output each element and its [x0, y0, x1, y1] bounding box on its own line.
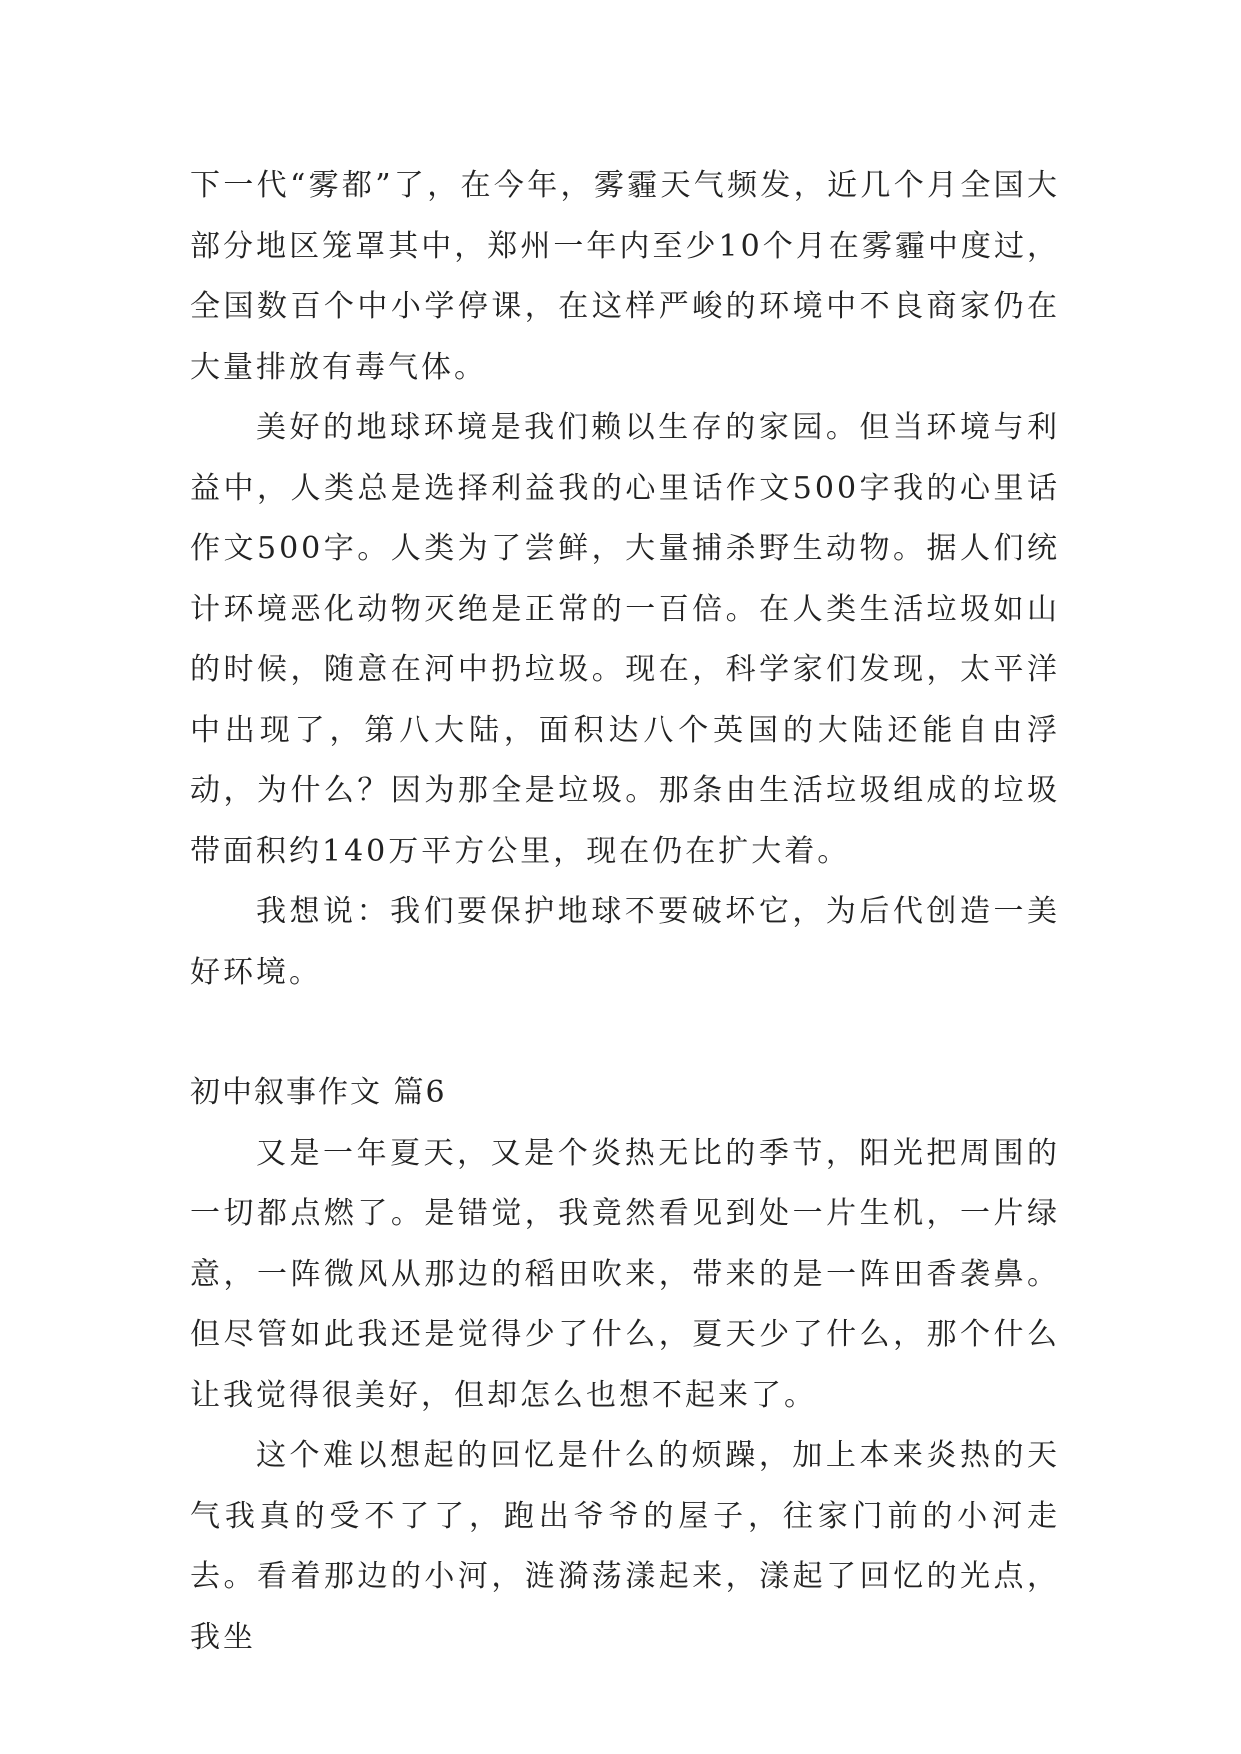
paragraph-2: 美好的地球环境是我们赖以生存的家园。但当环境与利益中，人类总是选择利益我的心里话作文500字我的心里话作文500字。人类为了尝鲜，大量捕杀野生动物。据人们统计环境恶化动物灭绝是正常的一百倍。在人类生活垃圾如山的时候，随意在河中扔垃圾。现在，科学家们发现，太平洋中出现了，第八大陆，面积达八个英国的大陆还能自由浮动，为什么？因为那全是垃圾。那条由生活垃圾组成的垃圾带面积约140万平方公里，现在仍在扩大着。 — [190, 410, 1060, 869]
paragraph-4: 又是一年夏天，又是个炎热无比的季节，阳光把周围的一切都点燃了。是错觉，我竟然看见到处一片生机，一片绿意，一阵微风从那边的稻田吹来，带来的是一阵田香袭鼻。但尽管如此我还是觉得少了什么，夏天少了什么，那个什么让我觉得很美好，但却怎么也想不起来了。 — [190, 1135, 1060, 1413]
paragraph-1: 下一代“雾都”了，在今年，雾霾天气频发，近几个月全国大部分地区笼罩其中，郑州一年内至少10个月在雾霾中度过，全国数百个中小学停课，在这样严峻的环境中不良商家仍在大量排放有毒气体。 — [190, 168, 1060, 385]
paragraph-3: 我想说：我们要保护地球不要破坏它，为后代创造一美好环境。 — [190, 894, 1060, 990]
document-body — [190, 156, 1060, 1668]
paragraph-5: 这个难以想起的回忆是什么的烦躁，加上本来炎热的天气我真的受不了了，跑出爷爷的屋子，往家门前的小河走去。看着那边的小河，涟漪荡漾起来，漾起了回忆的光点，我坐 — [190, 1438, 1060, 1655]
section-title: 初中叙事作文 篇6 — [190, 1075, 447, 1110]
